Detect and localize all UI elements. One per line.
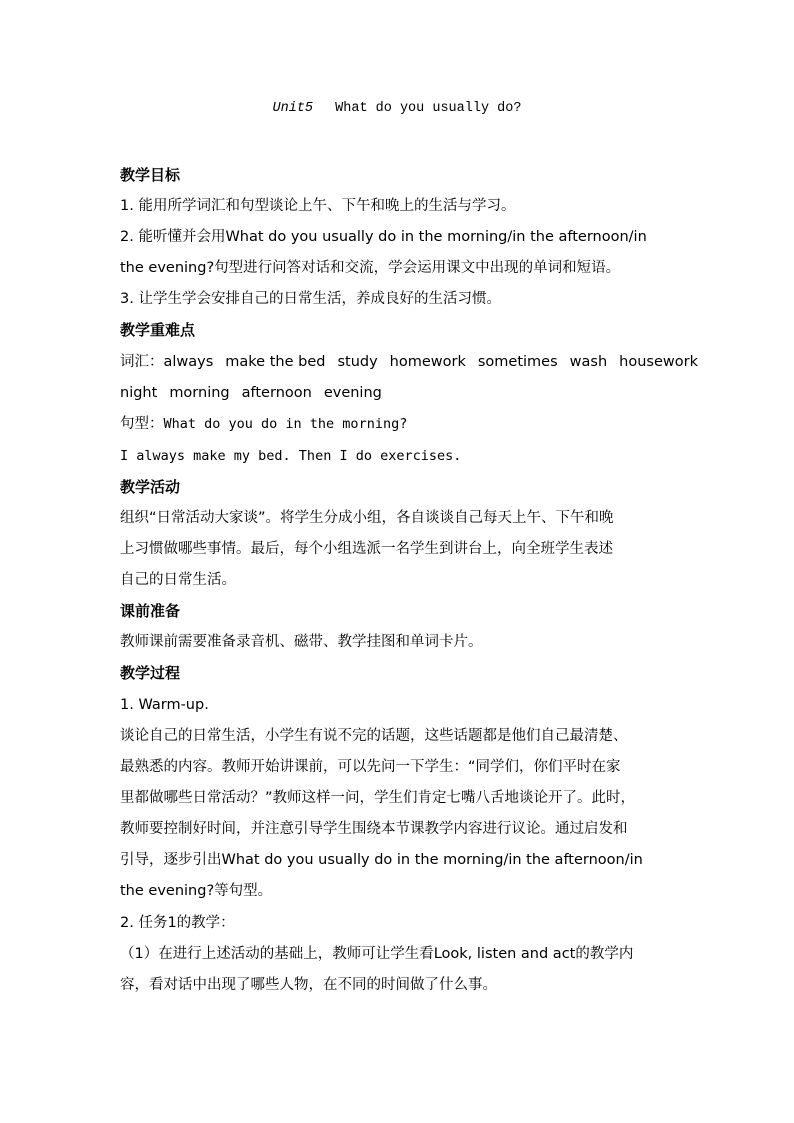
activity-line-2: 上习惯做哪些事情。最后，每个小组选派一名学生到讲台上，向全班学生表述	[120, 541, 613, 557]
goals-heading: 教学目标	[120, 166, 181, 184]
vocab-word: wash	[569, 354, 608, 370]
vocab-word: night	[120, 385, 158, 401]
step1-line-1: 谈论自己的日常生活，小学生有说不完的话题，这些话题都是他们自己最清楚、	[120, 728, 628, 744]
step1-line-3: 里都做哪些日常活动？”教师这样一问，学生们肯定七嘴八舌地谈论开了。此时，	[120, 790, 636, 806]
document-title	[0, 101, 794, 116]
step1-line-2: 最熟悉的内容。教师开始讲课前，可以先问一下学生：“同学们，你们平时在家	[120, 759, 621, 775]
goal-2-line-1: 2. 能听懂并会用What do you usually do in the morning/in the afternoon/in	[120, 229, 647, 245]
vocab-label: 词汇：	[120, 354, 164, 370]
vocab-word: morning	[169, 385, 230, 401]
title-question: What do you usually do?	[335, 101, 522, 116]
vocab-word: afternoon	[241, 385, 312, 401]
step1-line-4: 教师要控制好时间，并注意引导学生围绕本节课教学内容进行议论。通过启发和	[120, 821, 628, 837]
vocab-word: study	[337, 354, 378, 370]
vocab-line-1	[120, 352, 698, 372]
pattern-line-1	[120, 414, 690, 434]
goal-2-line-2: the evening?句型进行问答对话和交流，学会运用课文中出现的单词和短语。	[120, 260, 621, 276]
step2-line-2: 容，看对话中出现了哪些人物，在不同的时间做了什么事。	[120, 977, 497, 993]
goal-3: 3. 让学生学会安排自己的日常生活，养成良好的生活习惯。	[120, 291, 501, 307]
vocab-word: housework	[619, 354, 698, 370]
vocab-word: make the bed	[225, 354, 326, 370]
pattern-2: I always make my bed. Then I do exercises.	[120, 448, 462, 464]
step1-title: 1. Warm-up.	[120, 697, 209, 713]
vocab-line-2	[120, 383, 690, 403]
activity-line-1: 组织“日常活动大家谈”。将学生分成小组，各自谈谈自己每天上午、下午和晚	[120, 510, 614, 526]
title-unit: Unit5	[272, 101, 314, 116]
activity-line-3: 自己的日常生活。	[120, 572, 236, 588]
prep-heading: 课前准备	[120, 602, 181, 620]
vocab-word: always	[163, 354, 214, 370]
step2-title: 2. 任务1的教学：	[120, 915, 235, 931]
vocab-word: homework	[389, 354, 466, 370]
goal-1: 1. 能用所学词汇和句型谈论上午、下午和晚上的生活与学习。	[120, 198, 516, 214]
vocab-word: sometimes	[477, 354, 558, 370]
step1-line-6: the evening?等句型。	[120, 883, 273, 899]
activity-heading: 教学活动	[120, 478, 181, 496]
process-heading: 教学过程	[120, 664, 181, 682]
pattern-1: What do you do in the morning?	[163, 416, 408, 432]
keypoints-heading: 教学重难点	[120, 321, 196, 339]
prep-line-1: 教师课前需要准备录音机、磁带、教学挂图和单词卡片。	[120, 634, 483, 650]
pattern-label: 句型：	[120, 416, 164, 432]
vocab-word: evening	[323, 385, 382, 401]
step2-line-1: （1）在进行上述活动的基础上，教师可让学生看Look, listen and act的教学内	[120, 946, 634, 962]
step1-line-5: 引导，逐步引出What do you usually do in the morning/in the afternoon/in	[120, 852, 643, 868]
